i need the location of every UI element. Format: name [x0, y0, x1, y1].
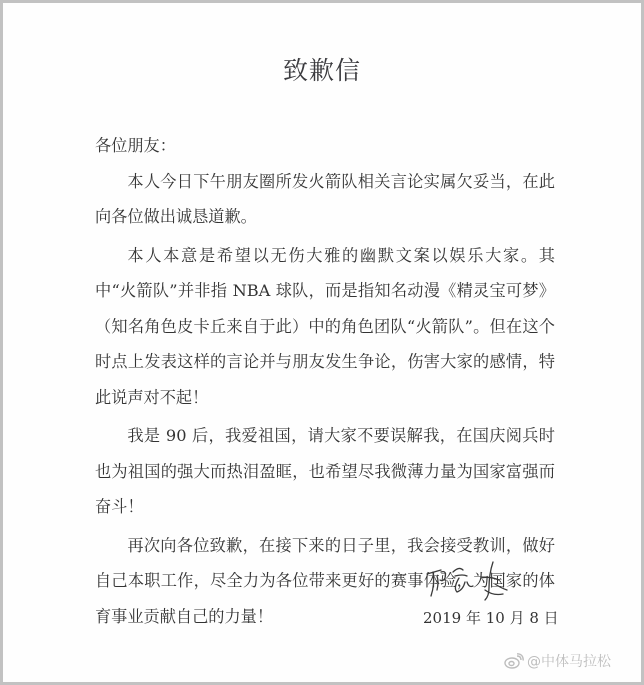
letter-body	[95, 128, 555, 634]
salutation: 各位朋友：	[95, 136, 176, 155]
letter-date: 2019 年 10 月 8 日	[423, 609, 559, 627]
weibo-icon	[504, 653, 524, 669]
weibo-watermark	[504, 651, 611, 671]
handwritten-signature	[423, 560, 523, 606]
paragraph-patriotism: 我是 90 后，我爱祖国，请大家不要误解我，在国庆阅兵时也为祖国的强大而热泪盈眶，也希望尽我微薄力量为国家富强而奋斗！	[95, 426, 555, 516]
paragraph-commitment: 再次向各位致歉，在接下来的日子里，我会接受教训，做好自己本职工作，尽全力为各位带来更好的赛事体验，为国家的体育事业贡献自己的力量！	[95, 535, 555, 626]
paragraph-apology: 本人今日下午朋友圈所发火箭队相关言论实属欠妥当，在此向各位做出诚恳道歉。	[95, 171, 555, 226]
letter-title: 致歉信	[282, 56, 361, 85]
paragraph-explanation: 本人本意是希望以无伤大雅的幽默文案以娱乐大家。其中“火箭队”并非指 NBA 球队，而是指知名动漫《精灵宝可梦》（知名角色皮卡丘来自于此）中的角色团队“火箭队”。但在这个时点上发表这样的言论并与朋友发生争论，伤害大家的感情，特此说声对不起！	[95, 245, 555, 407]
watermark-text: @中体马拉松	[527, 654, 611, 670]
